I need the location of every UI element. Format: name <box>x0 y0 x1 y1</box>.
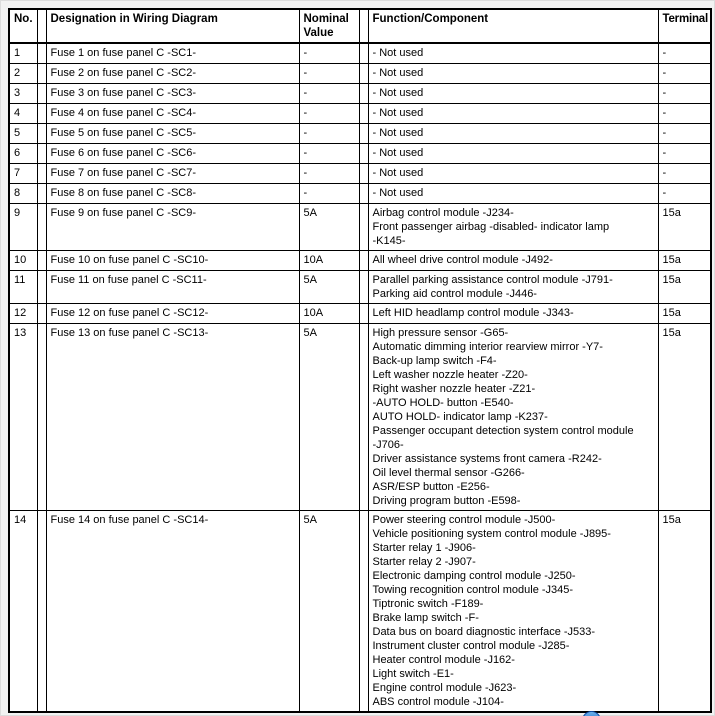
table-row <box>9 83 711 103</box>
function-line: Parallel parking assistance control module -J791- <box>372 273 613 286</box>
row-designation-cell: Fuse 11 on fuse panel C -SC11- <box>46 270 299 303</box>
row-terminal-cell: - <box>658 183 711 203</box>
row-no-cell: 6 <box>9 143 37 163</box>
function-line: Towing recognition control module -J345- <box>372 583 574 596</box>
function-line: Engine control module -J623- <box>372 681 517 694</box>
row-spacer-cell-1 <box>37 83 46 103</box>
row-terminal-cell: - <box>658 83 711 103</box>
function-line: Left washer nozzle heater -Z20- <box>372 368 528 381</box>
row-no-cell: 12 <box>9 303 37 323</box>
row-designation-cell: Fuse 12 on fuse panel C -SC12- <box>46 303 299 323</box>
table-row <box>9 203 711 250</box>
function-line: - Not used <box>372 66 424 79</box>
row-function-component-cell <box>368 203 658 250</box>
function-line: Driver assistance systems front camera -R242- <box>372 452 602 465</box>
table-row <box>9 270 711 303</box>
row-spacer-cell-1 <box>37 63 46 83</box>
row-terminal-cell: - <box>658 63 711 83</box>
row-designation-cell: Fuse 14 on fuse panel C -SC14- <box>46 510 299 712</box>
row-function-component-cell <box>368 303 658 323</box>
row-spacer-cell-1 <box>37 123 46 143</box>
row-designation-cell: Fuse 2 on fuse panel C -SC2- <box>46 63 299 83</box>
function-line: Brake lamp switch -F- <box>372 611 479 624</box>
function-line: Right washer nozzle heater -Z21- <box>372 382 536 395</box>
row-no-cell: 8 <box>9 183 37 203</box>
row-terminal-cell: - <box>658 43 711 63</box>
row-designation-cell: Fuse 6 on fuse panel C -SC6- <box>46 143 299 163</box>
function-line: ABS control module -J104- <box>372 695 504 708</box>
table-row <box>9 510 711 712</box>
row-no-cell: 9 <box>9 203 37 250</box>
function-line: High pressure sensor -G65- <box>372 326 509 339</box>
function-line: -AUTO HOLD- button -E540- <box>372 396 514 409</box>
table-row <box>9 143 711 163</box>
row-nominal-value-cell: - <box>299 163 359 183</box>
row-nominal-value-cell: 10A <box>299 250 359 270</box>
row-spacer-cell-2 <box>359 323 368 510</box>
row-designation-cell: Fuse 7 on fuse panel C -SC7- <box>46 163 299 183</box>
fuse-table-body <box>9 43 711 712</box>
row-no-cell: 3 <box>9 83 37 103</box>
row-terminal-cell: 15a <box>658 270 711 303</box>
function-line: - Not used <box>372 126 424 139</box>
row-nominal-value-cell: - <box>299 183 359 203</box>
row-spacer-cell-2 <box>359 183 368 203</box>
row-function-component-cell <box>368 183 658 203</box>
header-spacer-2 <box>359 9 368 43</box>
row-designation-cell: Fuse 4 on fuse panel C -SC4- <box>46 103 299 123</box>
row-function-component-cell <box>368 323 658 510</box>
function-line: -J706- <box>372 438 404 451</box>
table-row <box>9 163 711 183</box>
row-spacer-cell-1 <box>37 270 46 303</box>
function-line: Back-up lamp switch -F4- <box>372 354 497 367</box>
row-function-component-cell <box>368 123 658 143</box>
row-spacer-cell-1 <box>37 143 46 163</box>
function-line: Starter relay 2 -J907- <box>372 555 476 568</box>
function-line: Heater control module -J162- <box>372 653 515 666</box>
function-line: - Not used <box>372 186 424 199</box>
row-designation-cell: Fuse 10 on fuse panel C -SC10- <box>46 250 299 270</box>
header-no: No. <box>9 9 37 43</box>
row-function-component-cell <box>368 43 658 63</box>
function-line: Electronic damping control module -J250- <box>372 569 576 582</box>
table-row <box>9 323 711 510</box>
row-function-component-cell <box>368 510 658 712</box>
row-designation-cell: Fuse 8 on fuse panel C -SC8- <box>46 183 299 203</box>
row-spacer-cell-2 <box>359 43 368 63</box>
table-header-row <box>9 9 711 43</box>
row-nominal-value-cell: - <box>299 143 359 163</box>
function-line: - Not used <box>372 47 424 59</box>
row-nominal-value-cell: 10A <box>299 303 359 323</box>
header-nominal-value: Nominal Value <box>299 9 359 43</box>
row-spacer-cell-2 <box>359 143 368 163</box>
row-no-cell: 11 <box>9 270 37 303</box>
row-nominal-value-cell: - <box>299 123 359 143</box>
row-function-component-cell <box>368 250 658 270</box>
row-terminal-cell: - <box>658 163 711 183</box>
row-terminal-cell: 15a <box>658 323 711 510</box>
function-line: Instrument cluster control module -J285- <box>372 639 570 652</box>
row-spacer-cell-1 <box>37 323 46 510</box>
function-line: Parking aid control module -J446- <box>372 287 537 300</box>
row-spacer-cell-1 <box>37 303 46 323</box>
header-designation: Designation in Wiring Diagram <box>46 9 299 43</box>
function-line: Power steering control module -J500- <box>372 513 556 526</box>
function-line: - Not used <box>372 106 424 119</box>
row-spacer-cell-2 <box>359 63 368 83</box>
row-spacer-cell-2 <box>359 303 368 323</box>
row-spacer-cell-2 <box>359 250 368 270</box>
row-nominal-value-cell: 5A <box>299 510 359 712</box>
row-terminal-cell: 15a <box>658 303 711 323</box>
function-line: - Not used <box>372 86 424 99</box>
row-spacer-cell-2 <box>359 83 368 103</box>
function-line: AUTO HOLD- indicator lamp -K237- <box>372 410 548 423</box>
row-function-component-cell <box>368 270 658 303</box>
table-row <box>9 63 711 83</box>
function-line: All wheel drive control module -J492- <box>372 253 553 266</box>
row-function-component-cell <box>368 63 658 83</box>
function-line: Light switch -E1- <box>372 667 454 680</box>
row-nominal-value-cell: - <box>299 103 359 123</box>
function-line: Starter relay 1 -J906- <box>372 541 476 554</box>
row-designation-cell: Fuse 3 on fuse panel C -SC3- <box>46 83 299 103</box>
row-nominal-value-cell: - <box>299 43 359 63</box>
row-nominal-value-cell: 5A <box>299 323 359 510</box>
row-spacer-cell-2 <box>359 103 368 123</box>
function-line: ASR/ESP button -E256- <box>372 480 490 493</box>
row-spacer-cell-1 <box>37 43 46 63</box>
table-row <box>9 123 711 143</box>
row-nominal-value-cell: - <box>299 83 359 103</box>
row-designation-cell: Fuse 9 on fuse panel C -SC9- <box>46 203 299 250</box>
header-spacer-1 <box>37 9 46 43</box>
row-terminal-cell: - <box>658 123 711 143</box>
row-designation-cell: Fuse 5 on fuse panel C -SC5- <box>46 123 299 143</box>
row-spacer-cell-1 <box>37 183 46 203</box>
table-row <box>9 303 711 323</box>
function-line: Vehicle positioning system control module -J895- <box>372 527 611 540</box>
row-terminal-cell: - <box>658 143 711 163</box>
function-line: Driving program button -E598- <box>372 494 521 507</box>
row-spacer-cell-2 <box>359 270 368 303</box>
row-terminal-cell: 15a <box>658 203 711 250</box>
row-terminal-cell: - <box>658 103 711 123</box>
row-no-cell: 4 <box>9 103 37 123</box>
row-function-component-cell <box>368 83 658 103</box>
row-designation-cell: Fuse 1 on fuse panel C -SC1- <box>46 43 299 63</box>
row-no-cell: 10 <box>9 250 37 270</box>
function-line: Automatic dimming interior rearview mirror -Y7- <box>372 340 603 353</box>
row-no-cell: 2 <box>9 63 37 83</box>
row-spacer-cell-2 <box>359 510 368 712</box>
row-spacer-cell-1 <box>37 203 46 250</box>
function-line: Front passenger airbag -disabled- indicator lamp <box>372 220 610 233</box>
table-row <box>9 43 711 63</box>
header-function-component: Function/Component <box>368 9 658 43</box>
row-no-cell: 5 <box>9 123 37 143</box>
row-nominal-value-cell: 5A <box>299 270 359 303</box>
function-line: Oil level thermal sensor -G266- <box>372 466 525 479</box>
row-no-cell: 1 <box>9 43 37 63</box>
row-spacer-cell-1 <box>37 510 46 712</box>
function-line: Passenger occupant detection system control module <box>372 424 634 437</box>
function-line: - Not used <box>372 146 424 159</box>
row-function-component-cell <box>368 163 658 183</box>
function-line: - Not used <box>372 166 424 179</box>
row-no-cell: 13 <box>9 323 37 510</box>
row-function-component-cell <box>368 143 658 163</box>
function-line: Data bus on board diagnostic interface -J533- <box>372 625 596 638</box>
fuse-assignment-table <box>8 8 712 713</box>
row-spacer-cell-2 <box>359 123 368 143</box>
row-spacer-cell-2 <box>359 203 368 250</box>
row-spacer-cell-1 <box>37 250 46 270</box>
row-spacer-cell-1 <box>37 103 46 123</box>
row-nominal-value-cell: - <box>299 63 359 83</box>
row-nominal-value-cell: 5A <box>299 203 359 250</box>
row-spacer-cell-2 <box>359 163 368 183</box>
function-line: Airbag control module -J234- <box>372 206 514 219</box>
row-designation-cell: Fuse 13 on fuse panel C -SC13- <box>46 323 299 510</box>
table-row <box>9 183 711 203</box>
table-row <box>9 250 711 270</box>
function-line: Tiptronic switch -F189- <box>372 597 484 610</box>
row-spacer-cell-1 <box>37 163 46 183</box>
row-terminal-cell: 15a <box>658 250 711 270</box>
row-no-cell: 14 <box>9 510 37 712</box>
row-terminal-cell: 15a <box>658 510 711 712</box>
table-row <box>9 103 711 123</box>
function-line: Left HID headlamp control module -J343- <box>372 306 574 319</box>
row-no-cell: 7 <box>9 163 37 183</box>
function-line: -K145- <box>372 234 406 247</box>
row-function-component-cell <box>368 103 658 123</box>
header-terminal: Terminal <box>658 9 711 43</box>
